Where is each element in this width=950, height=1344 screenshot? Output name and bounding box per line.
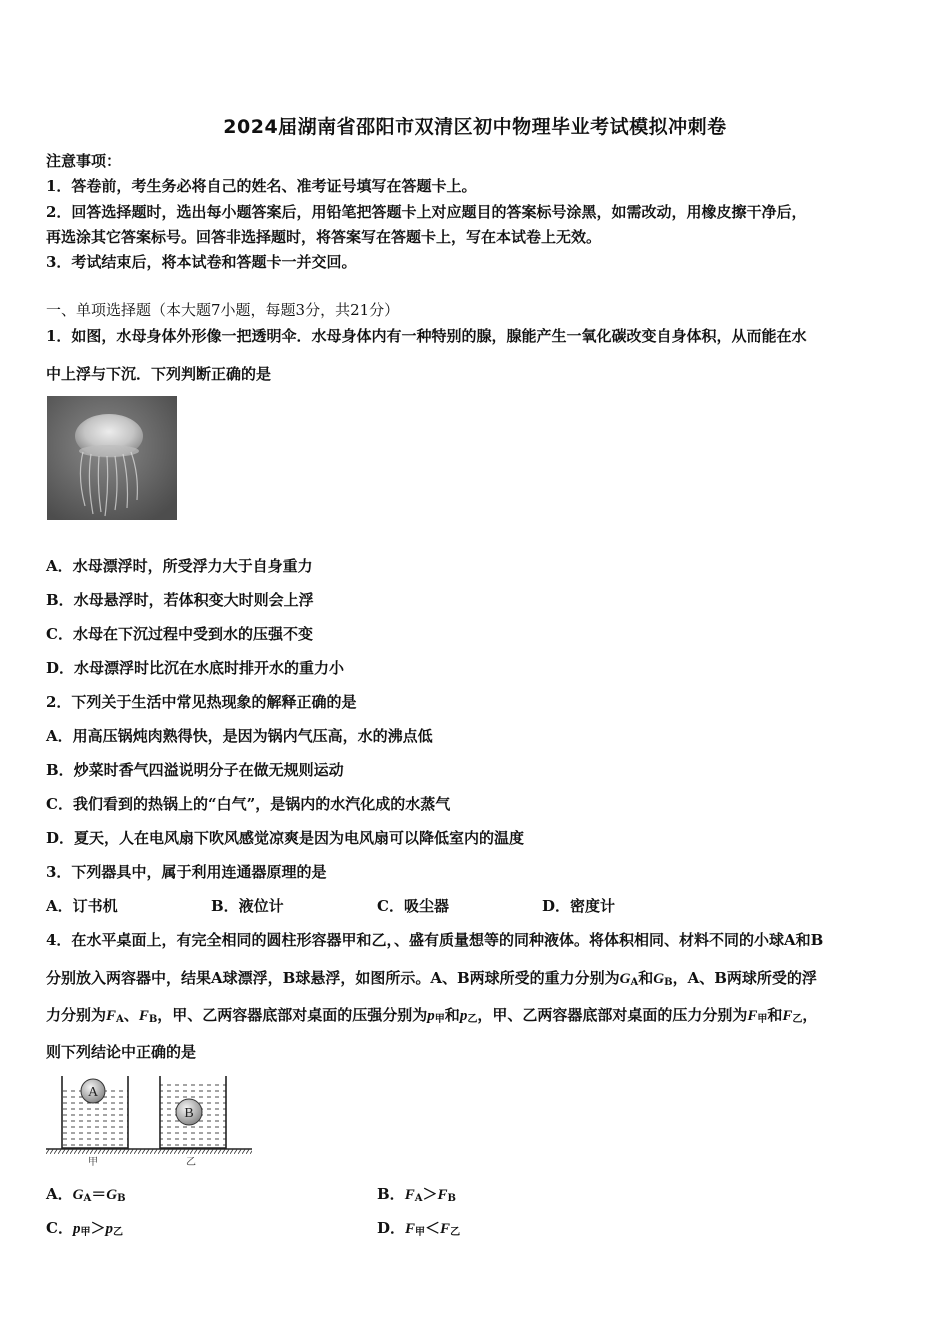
q2-stem: 2．下列关于生活中常见热现象的解释正确的是 bbox=[46, 693, 357, 711]
q4-option-a: A．$G_A=G_B$ bbox=[46, 1185, 126, 1204]
q4-option-c: C．$p_甲>p_乙$ bbox=[46, 1219, 123, 1238]
jellyfish-photo bbox=[47, 396, 177, 520]
exam-title: 2024届湖南省邵阳市双清区初中物理毕业考试模拟冲刺卷 bbox=[223, 116, 727, 138]
q4-option-d: D．$F_甲<F_乙$ bbox=[377, 1219, 461, 1238]
ball-b-label: B bbox=[184, 1106, 194, 1121]
q2-option-d: D．夏天，人在电风扇下吹风感觉凉爽是因为电风扇可以降低室内的温度 bbox=[46, 829, 525, 847]
q3-option-b: B．液位计 bbox=[211, 897, 284, 915]
q4-stem-line3: 力分别为$F_A$、$F_B$，甲、乙两容器底部对桌面的压强分别为$p_甲$和$p_乙$，甲、乙两容器底部对桌面的压力分别为$F_甲$和$F_乙$， bbox=[46, 1006, 818, 1025]
q3-option-c: C．吸尘器 bbox=[377, 897, 449, 915]
q4-stem-line1: 4．在水平桌面上，有完全相同的圆柱形容器甲和乙，、盛有质量想等的同种液体。将体积相同、材料不同的小球A和B bbox=[46, 931, 824, 949]
q1-stem-line2: 中上浮与下沉．下列判断正确的是 bbox=[46, 365, 272, 383]
container-jia-label: 甲 bbox=[88, 1157, 98, 1168]
q1-option-b: B．水母悬浮时，若体积变大时则会上浮 bbox=[46, 591, 314, 609]
q4-option-b: B．$F_A>F_B$ bbox=[377, 1185, 456, 1204]
q3-option-d: D．密度计 bbox=[542, 897, 616, 915]
notice-line-2a: 2．回答选择题时，选出每小题答案后，用铅笔把答题卡上对应题目的答案标号涂黑，如需改动，用橡皮擦干净后， bbox=[46, 203, 807, 221]
notice-line-3: 3．考试结束后，将本试卷和答题卡一并交回。 bbox=[46, 253, 357, 271]
q4-stem-line4: 则下列结论中正确的是 bbox=[46, 1043, 197, 1061]
q2-option-c: C．我们看到的热锅上的“白气”，是锅内的水汽化成的水蒸气 bbox=[46, 795, 451, 813]
q3-stem: 3．下列器具中，属于利用连通器原理的是 bbox=[46, 863, 327, 881]
notice-line-2b: 再选涂其它答案标号。回答非选择题时，将答案写在答题卡上，写在本试卷上无效。 bbox=[46, 228, 602, 246]
ball-a-label: A bbox=[87, 1085, 99, 1100]
q1-option-d: D．水母漂浮时比沉在水底时排开水的重力小 bbox=[46, 659, 345, 677]
q3-option-a: A．订书机 bbox=[46, 897, 118, 915]
q1-option-c: C．水母在下沉过程中受到水的压强不变 bbox=[46, 625, 313, 643]
q2-option-b: B．炒菜时香气四溢说明分子在做无规则运动 bbox=[46, 761, 344, 779]
notice-line-1: 1．答卷前，考生务必将自己的姓名、准考证号填写在答题卡上。 bbox=[46, 177, 477, 195]
q1-option-a: A．水母漂浮时，所受浮力大于自身重力 bbox=[46, 557, 313, 575]
container-yi-label: 乙 bbox=[186, 1157, 196, 1168]
section-heading: 一、单项选择题（本大题7小题，每题3分，共21分） bbox=[46, 301, 400, 319]
q4-stem-line2: 分别放入两容器中，结果A球漂浮，B球悬浮，如图所示。A、B两球所受的重力分别为$G_A$和$G_B$，A、B两球所受的浮 bbox=[46, 969, 817, 988]
notice-heading: 注意事项： bbox=[46, 152, 122, 170]
q1-stem-line1: 1．如图，水母身体外形像一把透明伞．水母身体内有一种特别的腺，腺能产生一氧化碳改变自身体积，从而能在水 bbox=[46, 327, 807, 345]
two-containers-figure bbox=[46, 1070, 252, 1170]
q2-option-a: A．用高压锅炖肉熟得快，是因为锅内气压高，水的沸点低 bbox=[46, 727, 433, 745]
